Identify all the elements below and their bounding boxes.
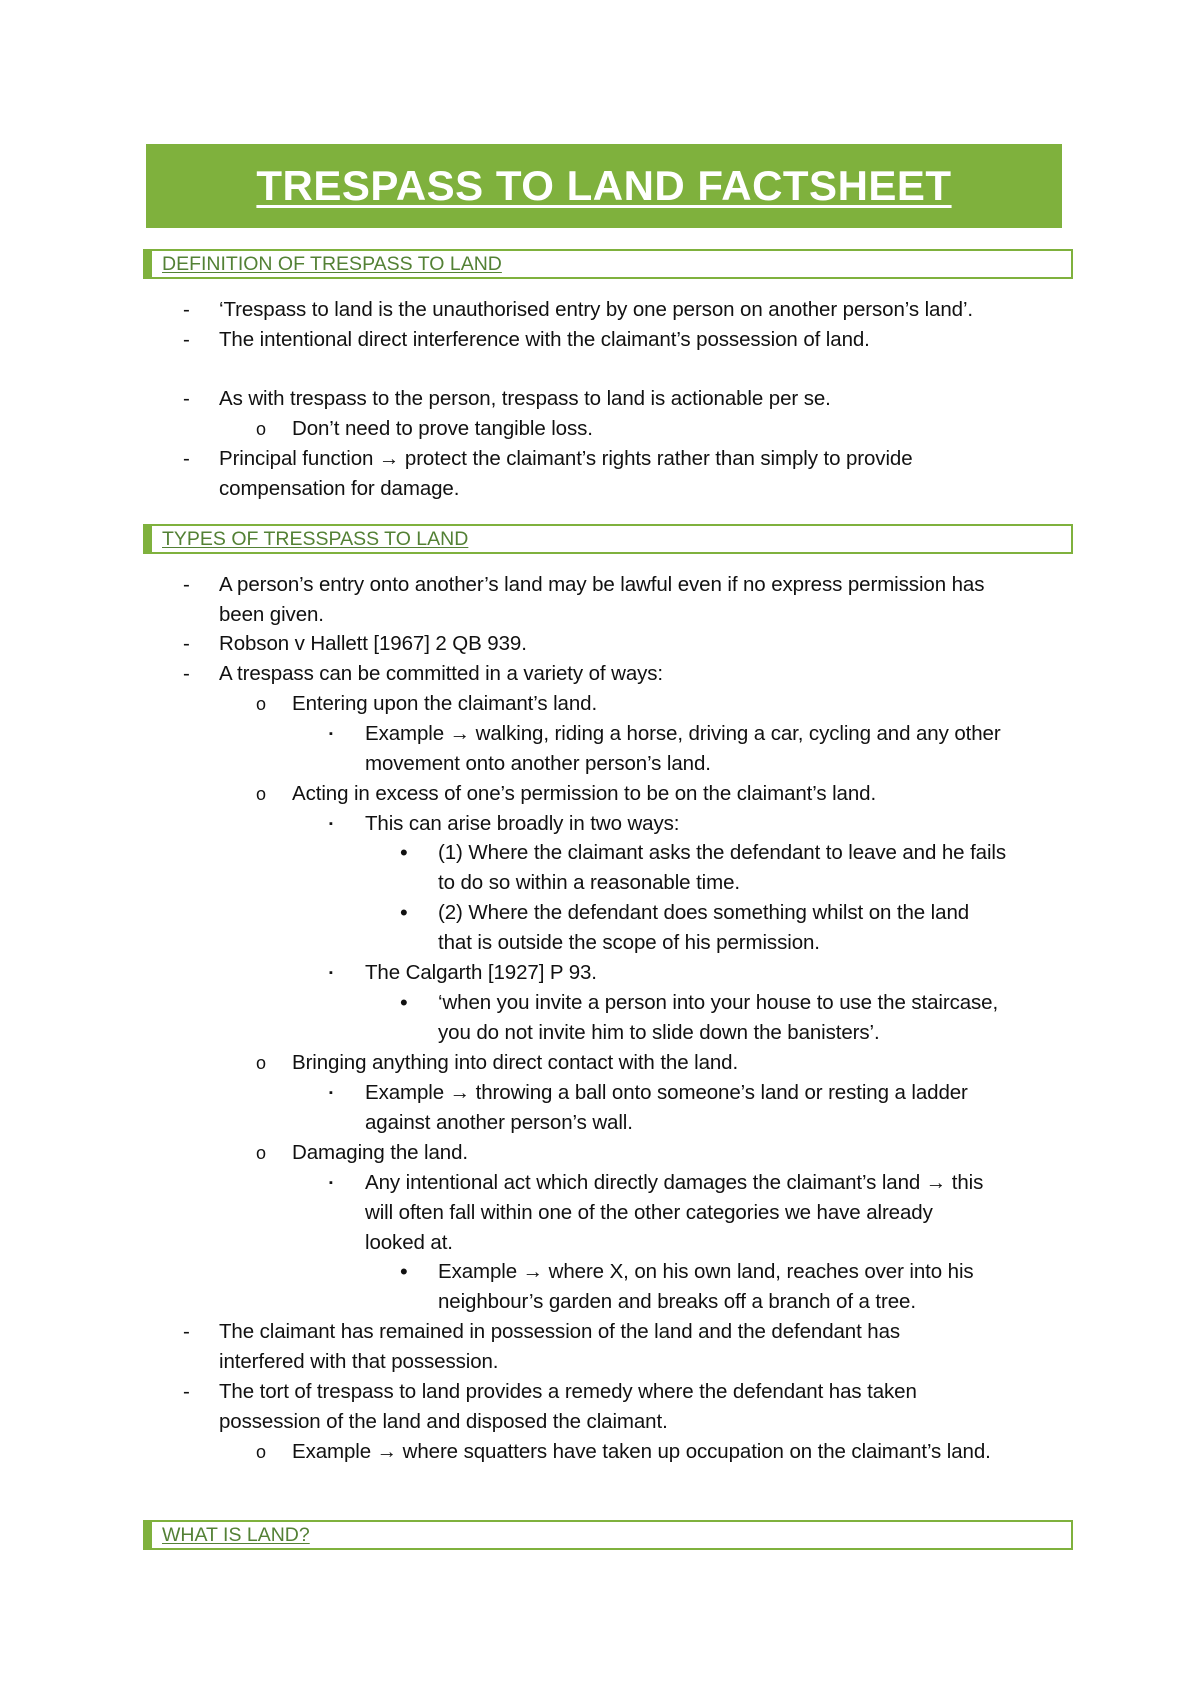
circle-bullet: o bbox=[256, 1442, 267, 1462]
list-item: Example → where squatters have taken up occupation on the claimant’s land. bbox=[292, 1440, 991, 1463]
dot-bullet: • bbox=[400, 840, 408, 865]
list-item: ‘when you invite a person into your house to use the staircase, bbox=[438, 991, 999, 1014]
circle-bullet: o bbox=[256, 419, 267, 439]
list-item: (2) Where the defendant does something whilst on the land bbox=[438, 901, 970, 924]
list-item: Example → where X, on his own land, reaches over into his bbox=[438, 1260, 974, 1283]
list-item-continuation: against another person’s wall. bbox=[365, 1111, 633, 1134]
list-item: The intentional direct interference with the claimant’s possession of land. bbox=[219, 328, 870, 351]
list-item-continuation: looked at. bbox=[365, 1231, 453, 1254]
list-item-continuation: interfered with that possession. bbox=[219, 1350, 499, 1373]
dot-bullet: • bbox=[400, 900, 408, 925]
page-title: TRESPASS TO LAND FACTSHEET bbox=[256, 162, 952, 209]
list-item: Example → walking, riding a horse, driving a car, cycling and any other bbox=[365, 722, 1001, 745]
list-item: As with trespass to the person, trespass to land is actionable per se. bbox=[219, 387, 831, 410]
square-bullet: ▪ bbox=[329, 967, 333, 979]
dash-bullet: - bbox=[183, 632, 190, 655]
square-bullet: ▪ bbox=[329, 1087, 333, 1099]
section-title: DEFINITION OF TRESPASS TO LAND bbox=[162, 252, 502, 275]
square-bullet: ▪ bbox=[329, 1177, 333, 1189]
list-item: Example → throwing a ball onto someone’s land or resting a ladder bbox=[365, 1081, 968, 1104]
dash-bullet: - bbox=[183, 447, 190, 470]
list-item: Any intentional act which directly damages the claimant’s land → this bbox=[365, 1171, 984, 1194]
list-item-continuation: to do so within a reasonable time. bbox=[438, 871, 740, 894]
dash-bullet: - bbox=[183, 573, 190, 596]
list-item: Entering upon the claimant’s land. bbox=[292, 692, 598, 715]
list-item: The tort of trespass to land provides a remedy where the defendant has taken bbox=[219, 1380, 917, 1403]
list-item: This can arise broadly in two ways: bbox=[365, 812, 680, 835]
list-item-continuation: movement onto another person’s land. bbox=[365, 752, 711, 775]
list-item-continuation: will often fall within one of the other categories we have already bbox=[365, 1201, 933, 1224]
dash-bullet: - bbox=[183, 328, 190, 351]
list-item-continuation: neighbour’s garden and breaks off a branch of a tree. bbox=[438, 1290, 916, 1313]
list-item-continuation: you do not invite him to slide down the banisters’. bbox=[438, 1021, 880, 1044]
circle-bullet: o bbox=[256, 1053, 267, 1073]
list-item: Robson v Hallett [1967] 2 QB 939. bbox=[219, 632, 527, 655]
dash-bullet: - bbox=[183, 387, 190, 410]
section-header-what-is-land bbox=[143, 1520, 1073, 1550]
section-title: WHAT IS LAND? bbox=[162, 1523, 310, 1546]
dot-bullet: • bbox=[400, 1259, 408, 1284]
section-title: TYPES OF TRESSPASS TO LAND bbox=[162, 527, 469, 550]
dash-bullet: - bbox=[183, 298, 190, 321]
list-item: The claimant has remained in possession of the land and the defendant has bbox=[219, 1320, 901, 1343]
square-bullet: ▪ bbox=[329, 728, 333, 740]
list-item: ‘Trespass to land is the unauthorised entry by one person on another person’s land’. bbox=[219, 298, 973, 321]
dash-bullet: - bbox=[183, 1380, 190, 1403]
dash-bullet: - bbox=[183, 662, 190, 685]
list-item: Damaging the land. bbox=[292, 1141, 468, 1164]
circle-bullet: o bbox=[256, 1143, 267, 1163]
list-item-continuation: possession of the land and disposed the claimant. bbox=[219, 1410, 668, 1433]
square-bullet: ▪ bbox=[329, 818, 333, 830]
title-banner bbox=[146, 144, 1062, 228]
dot-bullet: • bbox=[400, 990, 408, 1015]
section-header-definition bbox=[143, 249, 1073, 279]
list-item: Don’t need to prove tangible loss. bbox=[292, 417, 593, 440]
list-item: Bringing anything into direct contact with the land. bbox=[292, 1051, 739, 1074]
circle-bullet: o bbox=[256, 694, 267, 714]
section-header-types bbox=[143, 524, 1073, 554]
list-item-continuation: compensation for damage. bbox=[219, 477, 460, 500]
list-item: The Calgarth [1927] P 93. bbox=[365, 961, 597, 984]
list-item-continuation: that is outside the scope of his permission. bbox=[438, 931, 820, 954]
list-item: (1) Where the claimant asks the defendant to leave and he fails bbox=[438, 841, 1007, 864]
list-item: Acting in excess of one’s permission to be on the claimant’s land. bbox=[292, 782, 877, 805]
dash-bullet: - bbox=[183, 1320, 190, 1343]
list-item: A person’s entry onto another’s land may be lawful even if no express permission has bbox=[219, 573, 985, 596]
list-item-continuation: been given. bbox=[219, 603, 324, 626]
circle-bullet: o bbox=[256, 784, 267, 804]
list-item: Principal function → protect the claimant’s rights rather than simply to provide bbox=[219, 447, 913, 470]
list-item: A trespass can be committed in a variety of ways: bbox=[219, 662, 664, 685]
